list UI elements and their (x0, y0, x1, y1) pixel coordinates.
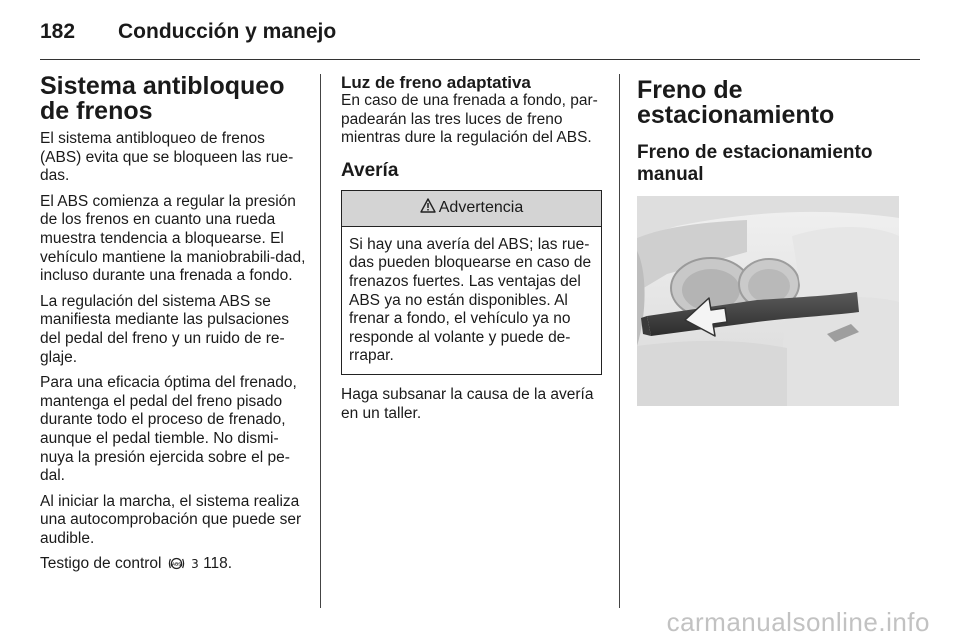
page-number: 182 (40, 20, 76, 43)
column-abs (40, 74, 306, 584)
abs-paragraph-1: El sistema antibloqueo de frenos (ABS) evita que se bloqueen las rue-das. (40, 130, 294, 185)
warning-body (342, 227, 601, 374)
adaptive-brake-light-text: En caso de una frenada a fondo, par-padearán las tres luces de freno mientras dure la regulación del ABS. (341, 92, 598, 147)
warning-triangle-icon (420, 198, 436, 218)
parking-brake-photo (637, 196, 899, 406)
reference-arrow-icon: 3 (191, 557, 199, 572)
header-rule (40, 59, 920, 60)
abs-paragraph-2: El ABS comienza a regular la presión de los frenos en cuanto una rueda muestra tendencia a bloquearse. El vehículo mantiene la maniobrabili-dad, incluso durante una frenada a fondo. (40, 192, 306, 285)
column-divider-2 (619, 74, 620, 608)
abs-warning-lamp-icon (168, 556, 185, 577)
control-text: Testigo de control (40, 555, 162, 573)
column-divider-1 (320, 74, 321, 608)
manual-parking-brake-subtitle: Freno de estacionamiento manual (637, 142, 873, 185)
chapter-title: Conducción y manejo (118, 20, 337, 43)
page-reference-link[interactable] (191, 555, 232, 572)
adaptive-brake-light-title: Luz de freno adaptativa (341, 73, 531, 92)
page-header (40, 14, 920, 62)
abs-paragraph-3: La regulación del sistema ABS se manifiesta mediante las pulsaciones del pedal del freno y un ruido de re-glaje. (40, 292, 289, 366)
warning-title: Advertencia (438, 199, 524, 217)
parking-brake-title: Freno de estacionamiento (637, 76, 835, 129)
abs-symbol-text: (ABS) (170, 561, 183, 567)
abs-paragraph-4: Para una eficacia óptima del frenado, mantenga el pedal del freno pisado durante todo el proceso de frenado, aunque el pedal tiemble. No dismi-nuya la presión ejercida sobre el pe-dal. (40, 374, 297, 485)
watermark: carmanualsonline.info (666, 607, 930, 637)
column-brake-light (341, 74, 603, 430)
warning-header (342, 191, 601, 227)
column-parking-brake (637, 74, 907, 406)
abs-paragraph-5: Al iniciar la marcha, el sistema realiza una autocomprobación que puede ser audible. (40, 492, 302, 547)
warning-box (341, 190, 602, 375)
section-title-abs: Sistema antibloqueo de frenos (40, 72, 285, 125)
repair-text: Haga subsanar la causa de la avería en un taller. (341, 385, 594, 422)
fault-title: Avería (341, 159, 399, 181)
warning-text: Si hay una avería del ABS; las rue-das pueden bloquearse en caso de frenazos fuertes. Las ventajas del ABS ya no están disponibles. Al frenar a fondo, el vehículo ya no responde al volante y puede de-rrapar. (349, 235, 592, 365)
abs-control-reference (40, 555, 306, 577)
reference-page: 118. (203, 555, 233, 573)
